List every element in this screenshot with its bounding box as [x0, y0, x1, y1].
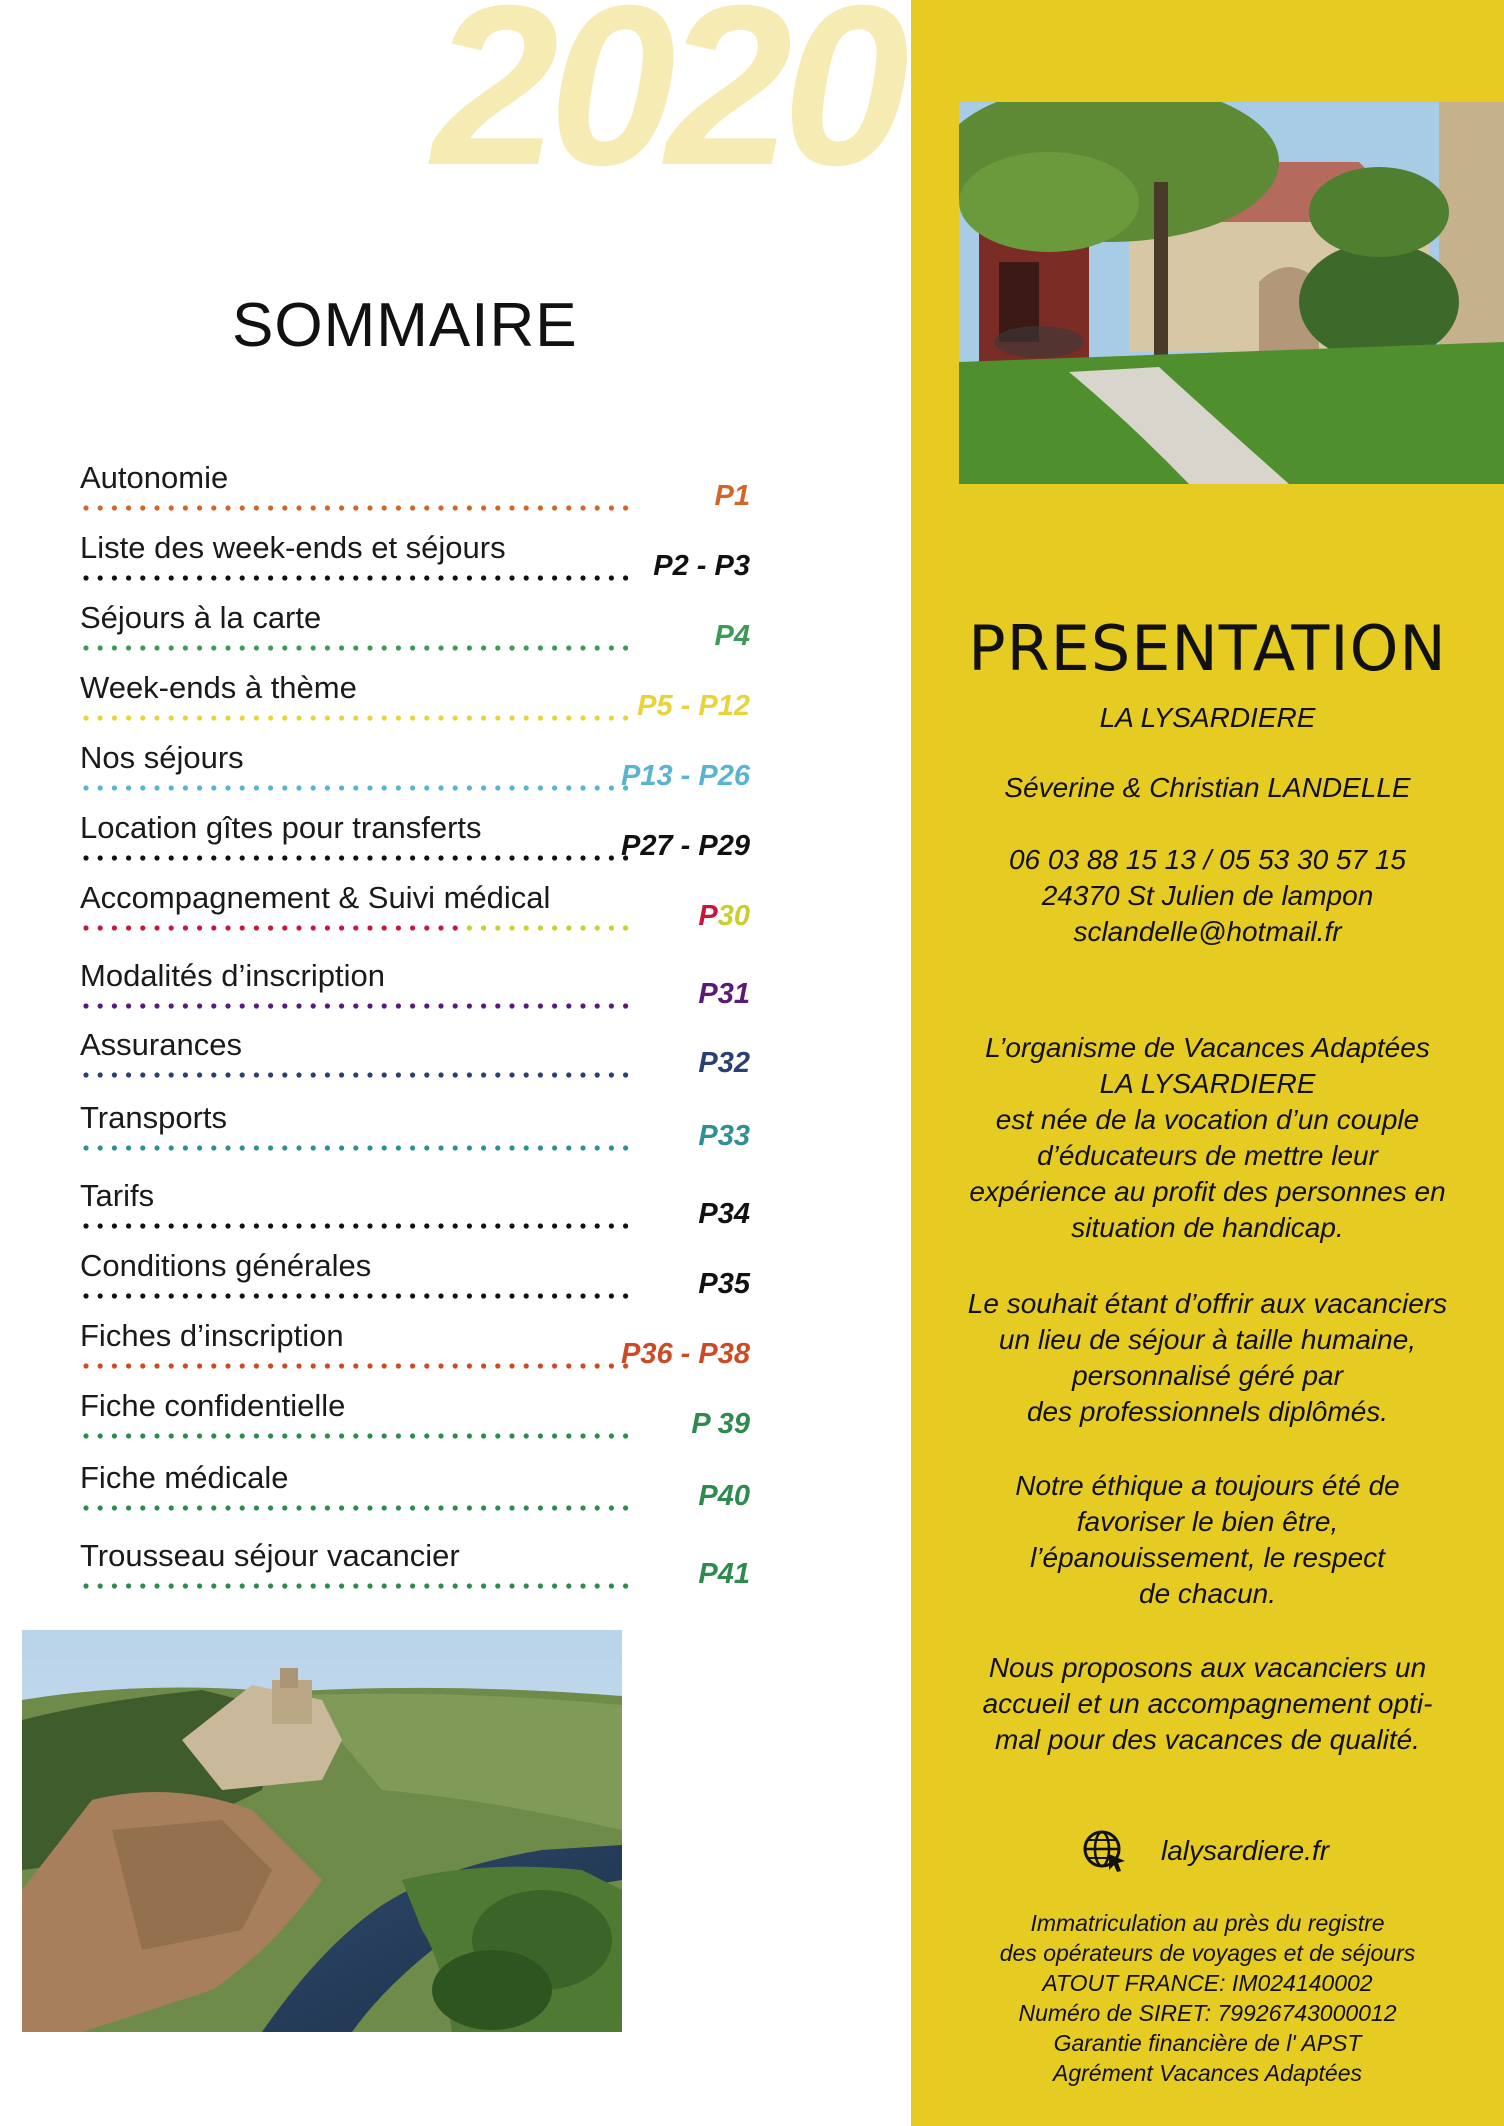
toc-page-number: P1 — [714, 480, 750, 512]
paragraph-line: mal pour des vacances de qualité. — [995, 1724, 1420, 1755]
toc-dot-leader — [82, 644, 638, 652]
legal-line: ATOUT FRANCE: IM024140002 — [1042, 1970, 1373, 1996]
toc-item — [80, 1460, 750, 1520]
right-panel — [911, 0, 1504, 2126]
toc-item — [80, 1538, 750, 1598]
toc-dot-leader — [82, 1002, 638, 1010]
toc-label: Modalités d’inscription — [80, 958, 385, 993]
paragraph-3 — [931, 1468, 1484, 1612]
toc-item — [80, 530, 750, 590]
toc-page-number: P40 — [698, 1480, 750, 1512]
year-heading: 2020 — [432, 0, 900, 213]
toc-item — [80, 1100, 750, 1160]
toc-dot-leader — [82, 784, 638, 792]
legal-line: Numéro de SIRET: 79926743000012 — [1018, 2000, 1397, 2026]
toc-item — [80, 880, 750, 940]
toc-item — [80, 740, 750, 800]
contact-block — [931, 700, 1484, 950]
paragraph-line: des professionnels diplômés. — [1026, 1396, 1389, 1427]
toc-page-number: P36 - P38 — [621, 1338, 750, 1370]
toc-item — [80, 1248, 750, 1308]
toc-item — [80, 958, 750, 1018]
paragraph-4 — [931, 1650, 1484, 1758]
toc-dot-leader — [82, 1504, 638, 1512]
legal-line: Immatriculation au près du registre — [1030, 1910, 1385, 1936]
toc-page-number: P30 — [698, 900, 750, 932]
legal-mentions — [931, 1908, 1484, 2088]
legal-line: Garantie financière de l' APST — [1053, 2030, 1362, 2056]
paragraph-line: est née de la vocation d’un couple — [995, 1104, 1420, 1135]
toc-page-number: P 39 — [691, 1408, 750, 1440]
toc-page-number: P4 — [714, 620, 750, 652]
toc-item — [80, 1318, 750, 1378]
organisation-name: LA LYSARDIERE — [1099, 702, 1316, 733]
paragraph-line: un lieu de séjour à taille humaine, — [998, 1324, 1417, 1355]
courtyard-photo — [959, 102, 1504, 484]
toc-page-number: P35 — [698, 1268, 750, 1300]
toc-dot-leader — [82, 714, 638, 722]
toc-dot-leader — [82, 1222, 638, 1230]
paragraph-line: L’organisme de Vacances Adaptées — [985, 1032, 1430, 1063]
toc-label: Tarifs — [80, 1178, 155, 1213]
owners-name: Séverine & Christian LANDELLE — [1004, 772, 1411, 803]
paragraph-line: Notre éthique a toujours été de — [1015, 1470, 1400, 1501]
toc-label: Transports — [80, 1100, 228, 1135]
toc-label: Fiche médicale — [80, 1460, 289, 1495]
paragraph-line: de chacun. — [1139, 1578, 1276, 1609]
sommaire-title: SOMMAIRE — [232, 291, 578, 360]
toc-dot-leader — [82, 854, 638, 862]
toc-item — [80, 810, 750, 870]
paragraph-line: Nous proposons aux vacanciers un — [988, 1652, 1427, 1683]
paragraph-line: l’épanouissement, le respect — [1030, 1542, 1385, 1573]
toc-label: Fiches d’inscription — [80, 1318, 344, 1353]
toc-label: Nos séjours — [80, 740, 244, 775]
toc-page-number: P32 — [698, 1047, 750, 1079]
toc-label: Week-ends à thème — [80, 670, 357, 705]
paragraph-line: LA LYSARDIERE — [1099, 1068, 1316, 1099]
toc-dot-leader — [82, 1432, 638, 1440]
paragraph-line: favoriser le bien être, — [1076, 1506, 1339, 1537]
toc-dot-leader — [82, 924, 638, 932]
toc-label: Autonomie — [80, 460, 229, 495]
toc-dot-leader — [82, 1071, 638, 1079]
toc-page-number: P13 - P26 — [621, 760, 750, 792]
toc-dot-leader — [82, 574, 638, 582]
toc-page-number: P2 - P3 — [653, 550, 750, 582]
website-url[interactable]: lalysardiere.fr — [1161, 1835, 1330, 1866]
village-photo — [22, 1630, 622, 2032]
toc-page-number: P31 — [698, 978, 750, 1010]
toc-item — [80, 1178, 750, 1238]
courtyard-photo-image — [959, 102, 1504, 484]
presentation-title: PRESENTATION — [968, 612, 1447, 685]
toc-label: Séjours à la carte — [80, 600, 322, 635]
toc-label: Trousseau séjour vacancier — [80, 1538, 460, 1573]
toc-dot-leader — [82, 504, 638, 512]
toc-label: Liste des week-ends et séjours — [80, 530, 506, 565]
toc-label: Assurances — [80, 1027, 242, 1062]
website-link[interactable] — [1081, 1827, 1329, 1875]
toc-label: Location gîtes pour transferts — [80, 810, 482, 845]
toc-page-number: P33 — [698, 1120, 750, 1152]
paragraph-2 — [931, 1286, 1484, 1430]
toc-page-number: P5 - P12 — [637, 690, 750, 722]
toc-item — [80, 1388, 750, 1448]
legal-line: Agrément Vacances Adaptées — [1053, 2060, 1362, 2086]
toc-page-number: P41 — [698, 1558, 750, 1590]
toc-dot-leader — [82, 1144, 638, 1152]
globe-cursor-icon — [1081, 1828, 1127, 1874]
toc-label: Conditions générales — [80, 1248, 372, 1283]
toc-dot-leader — [82, 1292, 638, 1300]
postal-address: 24370 St Julien de lampon — [1041, 880, 1374, 911]
toc-page-number: P27 - P29 — [621, 830, 750, 862]
toc-dot-leader — [82, 1582, 638, 1590]
phone-numbers: 06 03 88 15 13 / 05 53 30 57 15 — [1008, 844, 1407, 875]
paragraph-line: expérience au profit des personnes en — [969, 1176, 1446, 1207]
email-address[interactable]: sclandelle@hotmail.fr — [1073, 916, 1342, 947]
toc-label: Fiche confidentielle — [80, 1388, 346, 1423]
toc-item — [80, 460, 750, 520]
toc-label: Accompagnement & Suivi médical — [80, 880, 551, 915]
paragraph-line: d’éducateurs de mettre leur — [1037, 1140, 1378, 1171]
paragraph-line: accueil et un accompagnement opti- — [982, 1688, 1433, 1719]
toc-dot-leader — [82, 1362, 638, 1370]
legal-line: des opérateurs de voyages et de séjours — [999, 1940, 1416, 1966]
paragraph-line: Le souhait étant d’offrir aux vacanciers — [967, 1288, 1448, 1319]
toc-item — [80, 670, 750, 730]
paragraph-line: personnalisé géré par — [1072, 1360, 1343, 1391]
toc-item — [80, 1027, 750, 1087]
paragraph-line: situation de handicap. — [1071, 1212, 1344, 1243]
village-photo-image — [22, 1630, 622, 2032]
toc-item — [80, 600, 750, 660]
paragraph-1 — [931, 1030, 1484, 1246]
toc-page-number: P34 — [698, 1198, 750, 1230]
